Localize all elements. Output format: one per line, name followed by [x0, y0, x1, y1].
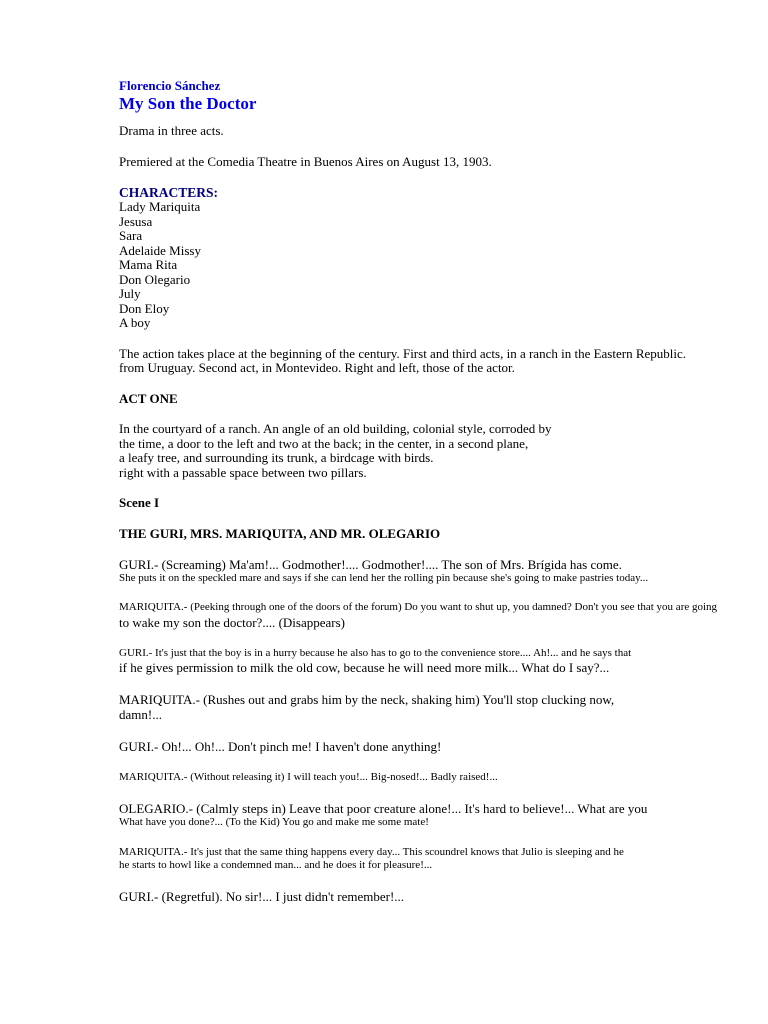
document-page: [119, 78, 719, 904]
dialogue-line: What have you done?... (To the Kid) You go and make me some mate!: [119, 816, 429, 828]
document-title: My Son the Doctor: [119, 94, 257, 113]
character-item: Don Eloy: [119, 300, 170, 316]
scene-cast: THE GURI, MRS. MARIQUITA, AND MR. OLEGARIO: [119, 525, 441, 541]
dialogue-line: GURI.- (Regretful). No sir!... I just didn't remember!...: [119, 889, 405, 904]
character-item: Mama Rita: [119, 257, 178, 272]
dialogue-line: OLEGARIO.- (Calmly steps in) Leave that poor creature alone!... It's hard to believe!... What are you: [119, 801, 648, 816]
characters-heading: CHARACTERS:: [119, 185, 219, 200]
act-description-line: the time, a door to the left and two at the back; in the center, in a second plane,: [119, 435, 529, 451]
dialogue-line: She puts it on the speckled mare and says if she can lend her the rolling pin because she's going to make pastries today...: [119, 572, 649, 584]
dialogue-line: to wake my son the doctor?.... (Disappears): [119, 615, 345, 630]
dialogue-line: MARIQUITA.- It's just that the same thing happens every day... This scoundrel knows that Julio is sleeping and he: [119, 846, 624, 858]
character-item: Lady Mariquita: [119, 199, 201, 214]
dialogue-line: GURI.- It's just that the boy is in a hurry because he also has to go to the convenience store.... Ah!... and he says that: [119, 647, 632, 659]
setting-line: The action takes place at the beginning of the century. First and third acts, in a ranch in the Eastern Republic.: [119, 345, 686, 361]
setting-line: from Uruguay. Second act, in Montevideo. Right and left, those of the actor.: [119, 360, 515, 375]
dialogue-line: he starts to howl like a condemned man... and he does it for pleasure!...: [119, 859, 433, 871]
character-item: Jesusa: [119, 213, 153, 229]
dialogue-line: if he gives permission to milk the old cow, because he will need more milk... What do I say?...: [119, 660, 610, 675]
scene-heading: Scene I: [119, 495, 160, 510]
dialogue-line: MARIQUITA.- (Without releasing it) I will teach you!... Big-nosed!... Badly raised!...: [119, 771, 498, 783]
character-item: July: [119, 286, 141, 301]
premiere-note: Premiered at the Comedia Theatre in Buenos Aires on August 13, 1903.: [119, 153, 492, 169]
characters-list: [119, 200, 719, 331]
act-description: [119, 422, 719, 480]
act-description-line: right with a passable space between two pillars.: [119, 464, 367, 480]
dialogue-line: damn!...: [119, 707, 162, 722]
character-item: Sara: [119, 228, 143, 243]
subtitle: Drama in three acts.: [119, 123, 224, 138]
character-item: Adelaide Missy: [119, 242, 201, 258]
author-name: Florencio Sánchez: [119, 78, 221, 93]
act-description-line: In the courtyard of a ranch. An angle of an old building, colonial style, corroded by: [119, 421, 552, 436]
dialogue-line: GURI.- (Screaming) Ma'am!... Godmother!.... Godmother!.... The son of Mrs. Brígida has come.: [119, 557, 622, 572]
setting-paragraph: [119, 347, 719, 376]
dialogue-line: GURI.- Oh!... Oh!... Don't pinch me! I haven't done anything!: [119, 739, 442, 754]
dialogue-block: [119, 557, 719, 904]
act-description-line: a leafy tree, and surrounding its trunk, a birdcage with birds.: [119, 450, 434, 465]
dialogue-line: MARIQUITA.- (Rushes out and grabs him by the neck, shaking him) You'll stop clucking now,: [119, 692, 615, 707]
dialogue-line: MARIQUITA.- (Peeking through one of the doors of the forum) Do you want to shut up, you damned? Don't you see that you are going: [119, 601, 718, 613]
character-item: Don Olegario: [119, 271, 191, 287]
character-item: A boy: [119, 315, 151, 330]
act-heading: ACT ONE: [119, 390, 178, 406]
